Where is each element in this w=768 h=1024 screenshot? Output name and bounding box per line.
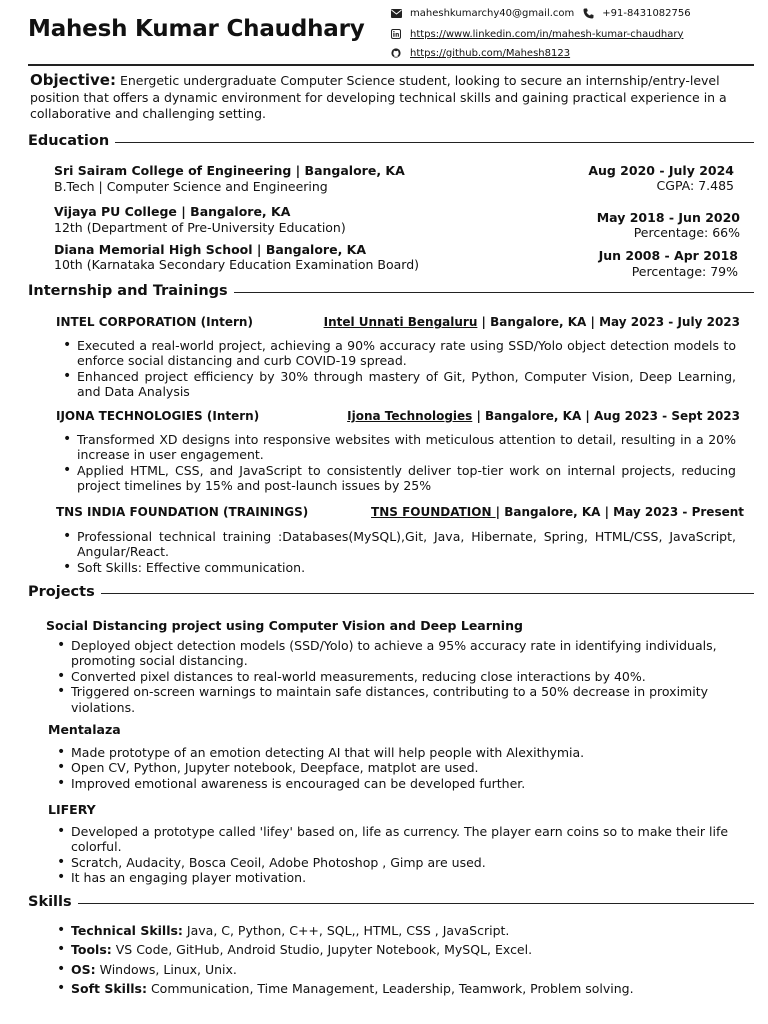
list-item: • Improved emotional awareness is encouraged can be developed further. (54, 776, 744, 791)
list-item: • Made prototype of an emotion detecting AI that will help people with Alexithymia. (54, 745, 744, 760)
section-title: Skills (28, 894, 72, 910)
email-contact (390, 7, 691, 19)
list-item (54, 921, 744, 940)
edu-degree: 12th (Department of Pre-University Education) (54, 220, 346, 235)
project-bullets (54, 638, 744, 715)
skill-value: VS Code, GitHub, Android Studio, Jupyter Notebook, MySQL, Excel. (111, 942, 533, 958)
list-item (54, 979, 744, 998)
list-item: • Executed a real-world project, achieving a 90% accuracy rate using SSD/Yolo object detection models to enforce social distancing and curb COVID-19 spread. (60, 338, 736, 369)
company-meta (347, 409, 740, 423)
edu-degree: 10th (Karnataka Secondary Education Examination Board) (54, 257, 420, 272)
skill-label: OS: (71, 961, 96, 977)
internship-bullets (60, 338, 736, 400)
project-name: Social Distancing project using Computer Vision and Deep Learning (46, 618, 523, 633)
company-name: IJONA TECHNOLOGIES (Intern) (56, 409, 260, 423)
section-rule (234, 292, 754, 294)
section-rule (101, 593, 754, 595)
company-name: TNS INDIA FOUNDATION (TRAININGS) (56, 505, 309, 519)
edu-degree: B.Tech | Computer Science and Engineering (54, 179, 328, 194)
edu-school: Diana Memorial High School | Bangalore, KA (54, 242, 367, 257)
objective-text: Energetic undergraduate Computer Science student, looking to secure an internship/entry-level position that offers a dynamic environment for developing technical skills and gaining practical experience in a collaborative and challenging setting. (30, 73, 727, 122)
company-link[interactable]: Ijona Technologies (347, 409, 473, 423)
company-meta (371, 505, 744, 519)
email-text[interactable]: maheshkumarchy40@gmail.com (410, 7, 575, 19)
list-item: • Scratch, Audacity, Bosca Ceoil, Adobe Photoshop , Gimp are used. (54, 855, 744, 870)
section-education (28, 133, 754, 149)
skill-label: Tools: (71, 942, 112, 958)
edu-dates: May 2018 - Jun 2020 (596, 210, 740, 225)
company-meta (324, 315, 740, 329)
company-location-dates: | Bangalore, KA | May 2023 - July 2023 (477, 315, 740, 329)
edu-school: Sri Sairam College of Engineering | Bangalore, KA (54, 163, 405, 178)
section-title: Education (28, 133, 110, 149)
list-item: • It has an engaging player motivation. (54, 870, 744, 885)
company-link[interactable]: Intel Unnati Bengaluru (323, 315, 478, 329)
skill-label: Soft Skills: (71, 980, 147, 996)
section-projects (28, 584, 754, 600)
list-item: • Professional technical training :Databases(MySQL),Git, Java, Hibernate, Spring, HTML/CSS, JavaScript, Angular/React. (60, 529, 736, 560)
section-rule (115, 142, 754, 144)
company-name: INTEL CORPORATION (Intern) (56, 315, 253, 329)
phone-text[interactable]: +91-8431082756 (602, 7, 691, 19)
github-link[interactable]: https://github.com/Mahesh8123 (410, 47, 571, 59)
mail-icon (390, 7, 402, 19)
skill-value: Windows, Linux, Unix. (95, 961, 237, 977)
github-contact (390, 47, 570, 59)
edu-dates: Aug 2020 - July 2024 (588, 163, 734, 178)
internship-bullets (60, 529, 736, 575)
section-rule (78, 903, 754, 905)
edu-score: Percentage: 79% (631, 264, 738, 279)
linkedin-icon (390, 28, 402, 40)
section-internships (28, 283, 754, 299)
section-skills (28, 894, 754, 910)
company-location-dates: | Bangalore, KA | May 2023 - Present (495, 505, 744, 519)
header-divider (28, 64, 754, 66)
list-item: • Soft Skills: Effective communication. (60, 560, 736, 575)
list-item: • Developed a prototype called 'lifey' based on, life as currency. The player earn coins so to make their life colorful. (54, 824, 744, 855)
edu-dates: Jun 2008 - Apr 2018 (598, 248, 738, 263)
list-item: • Converted pixel distances to real-world measurements, reducing close interactions by 40%. (54, 669, 744, 684)
candidate-name: Mahesh Kumar Chaudhary (28, 16, 365, 42)
project-name: LIFERY (48, 802, 96, 817)
list-item: • Open CV, Python, Jupyter notebook, Deepface, matplot are used. (54, 760, 744, 775)
company-link[interactable]: TNS FOUNDATION (371, 505, 496, 519)
list-item: • Triggered on-screen warnings to maintain safe distances, contributing to a 50% decrease in proximity violations. (54, 684, 744, 715)
skill-value: Java, C, Python, C++, SQL,, HTML, CSS , JavaScript. (182, 923, 510, 938)
github-icon (390, 47, 402, 59)
skill-value: Communication, Time Management, Leadership, Teamwork, Problem solving. (146, 980, 634, 996)
edu-school: Vijaya PU College | Bangalore, KA (54, 204, 291, 219)
edu-score: Percentage: 66% (633, 225, 740, 240)
section-title: Projects (28, 584, 95, 600)
linkedin-contact (390, 28, 683, 40)
list-item (54, 960, 744, 979)
section-title: Internship and Trainings (28, 283, 228, 299)
skills-list (54, 921, 744, 998)
project-bullets (54, 824, 744, 886)
list-item: • Enhanced project efficiency by 30% through mastery of Git, Python, Computer Vision, Deep Learning, and Data Analysis (60, 369, 736, 400)
list-item: • Deployed object detection models (SSD/Yolo) to achieve a 95% accuracy rate in identifying individuals, promoting social distancing. (54, 638, 744, 669)
edu-score: CGPA: 7.485 (656, 178, 734, 193)
internship-bullets (60, 432, 736, 494)
project-name: Mentalaza (48, 722, 121, 737)
linkedin-link[interactable]: https://www.linkedin.com/in/mahesh-kumar-chaudhary (410, 28, 684, 40)
list-item (54, 940, 744, 959)
list-item: • Transformed XD designs into responsive websites with meticulous attention to detail, resulting in a 20% increase in user engagement. (60, 432, 736, 463)
project-bullets (54, 745, 744, 791)
objective-label: Objective: (30, 71, 116, 89)
phone-icon (582, 7, 594, 19)
skill-label: Technical Skills: (71, 923, 183, 938)
objective-block (30, 72, 750, 123)
list-item: • Applied HTML, CSS, and JavaScript to consistently deliver top-tier work on internal projects, reducing project timelines by 15% and post-launch issues by 25% (60, 463, 736, 494)
company-location-dates: | Bangalore, KA | Aug 2023 - Sept 2023 (472, 409, 740, 423)
